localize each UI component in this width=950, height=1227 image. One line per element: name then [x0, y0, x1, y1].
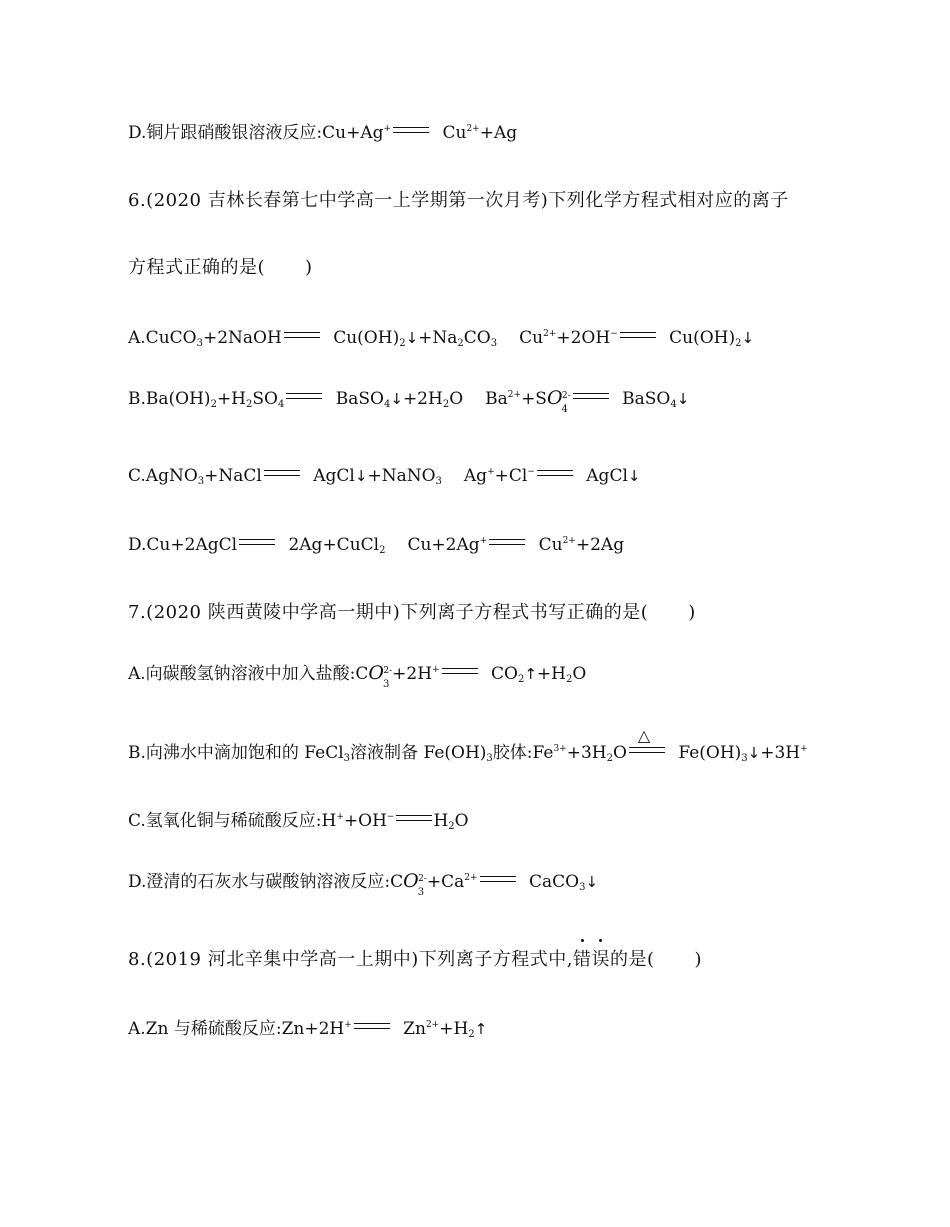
t: SO [252, 389, 278, 409]
heat-equals-sign [629, 726, 665, 753]
t: AgCl [580, 466, 628, 486]
t: CO [485, 664, 518, 684]
t: +2H [402, 389, 443, 409]
q7-stem-text: 7.(2020 陕西黄陵中学高一期中)下列离子方程式书写正确的是( [128, 602, 649, 623]
t: Zn [397, 1019, 426, 1039]
down-arrow-icon: ↓ [747, 744, 761, 762]
ion-sub: 3 [417, 887, 425, 898]
t: +3H [566, 743, 607, 763]
sub: 2 [457, 338, 464, 349]
t: Ag [463, 466, 488, 486]
t: AgCl [307, 466, 355, 486]
down-arrow-icon: ↓ [676, 390, 690, 408]
carbonate-ion [403, 869, 427, 897]
q8-option-a [128, 1017, 910, 1041]
t: 溶液制备 Fe(OH) [350, 743, 487, 763]
t: +3H [760, 743, 801, 763]
equals-sign [239, 539, 275, 545]
equals-sign [489, 539, 525, 545]
down-arrow-icon: ↓ [354, 467, 368, 485]
t: +H [536, 664, 566, 684]
q7-option-a [128, 661, 910, 689]
q7-option-b [128, 726, 910, 765]
sup: + [487, 467, 495, 477]
sub: 3 [197, 476, 205, 487]
sub: 2 [379, 545, 386, 556]
down-arrow-icon: ↓ [405, 329, 419, 347]
t: D.Cu+2AgCl [128, 535, 238, 555]
q6-option-a [128, 326, 910, 350]
sub: 2 [246, 399, 253, 410]
down-arrow-icon: ↓ [585, 873, 599, 891]
sup: 2+ [466, 124, 480, 134]
sub: 4 [277, 399, 285, 410]
heating-triangle-icon: △ [637, 726, 651, 745]
q6-option-c [128, 464, 910, 488]
up-arrow-icon: ↑ [524, 665, 537, 683]
t: C.AgNO [128, 466, 198, 486]
sub: 3 [579, 882, 586, 893]
sub: 3 [486, 753, 493, 764]
ion-letter: O [546, 387, 563, 409]
q5d-text: D.铜片跟硝酸银溶液反应:Cu+Ag [128, 123, 384, 143]
t: 2Ag+CuCl [283, 535, 380, 555]
equals-sign [264, 470, 300, 476]
t: +OH [343, 811, 387, 831]
q6-stem-line2 [128, 256, 910, 280]
t: O [454, 811, 469, 831]
t: +2Ag [575, 535, 625, 555]
q6-stem-text: 方程式正确的是( [128, 257, 266, 278]
ion-sub: 4 [561, 404, 568, 415]
sub: 3 [741, 753, 748, 764]
sup: 2+ [543, 329, 557, 339]
q8-stem [128, 948, 910, 972]
q6-option-b [128, 386, 910, 414]
down-arrow-icon: ↓ [741, 329, 755, 347]
t: +NaCl [204, 466, 262, 486]
sub: 2 [210, 399, 217, 410]
t: +Na [418, 328, 458, 348]
sub: 4 [383, 399, 391, 410]
t: D.澄清的石灰水与碳酸钠溶液反应:C [128, 872, 404, 892]
ion-letter: O [403, 870, 419, 892]
sub: 2 [468, 1029, 475, 1040]
t: A.CuCO [128, 328, 197, 348]
sub: 2 [442, 399, 450, 410]
t: +S [521, 389, 547, 409]
t: +2NaOH [202, 328, 282, 348]
sup: − [610, 329, 618, 339]
down-arrow-icon: ↓ [627, 467, 641, 485]
q8-stem-text2: 的是( [609, 949, 655, 970]
q7-stem [128, 601, 910, 625]
q6-stem-close: ) [305, 257, 313, 278]
t: +2OH [556, 328, 611, 348]
sub: 4 [670, 399, 677, 410]
t: Ba [485, 389, 508, 409]
ion-letter: O [368, 662, 384, 684]
sub: 3 [343, 753, 351, 764]
sup: + [344, 1020, 352, 1030]
emphasis-char: 错 [572, 949, 592, 970]
sub: 3 [196, 338, 203, 349]
q7-option-d [128, 869, 910, 897]
t: C.氢氧化铜与稀硫酸反应:H [128, 811, 337, 831]
equals-sign [573, 393, 609, 399]
t: +2H [392, 664, 433, 684]
sub: 2 [448, 821, 455, 832]
t: A.向碳酸氢钠溶液中加入盐酸:C [128, 664, 369, 684]
t: B.向沸水中滴加饱和的 FeCl [128, 743, 344, 763]
t: Cu [519, 328, 544, 348]
sup: 3+ [553, 744, 567, 754]
t: Cu(OH) [663, 328, 736, 348]
t: CO [463, 328, 491, 348]
carbonate-ion [368, 661, 392, 689]
t: +H [439, 1019, 469, 1039]
ion-sup: 2- [561, 391, 571, 401]
emphasis-char: 误 [591, 949, 610, 970]
t: Fe(OH) [672, 743, 742, 763]
sub: 3 [490, 338, 498, 349]
t: BaSO [330, 389, 384, 409]
sup: 2+ [425, 1020, 440, 1030]
sub: 2 [565, 674, 573, 685]
q5d-tail: +Ag [479, 123, 518, 143]
t: B.Ba(OH) [128, 389, 211, 409]
q7-stem-close: ) [688, 602, 696, 623]
equals-sign [284, 332, 320, 338]
equals-sign [442, 668, 478, 674]
q8-stem-close: ) [694, 949, 703, 970]
t: +Cl [494, 466, 528, 486]
ion-sup: 2- [383, 666, 393, 676]
ion-sub: 3 [383, 679, 390, 690]
t: O [612, 743, 627, 763]
sup: + [800, 744, 808, 754]
t: +H [216, 389, 247, 409]
sub: 2 [735, 338, 742, 349]
q5-option-d [128, 121, 910, 145]
sup: + [479, 536, 488, 546]
t: H [433, 811, 449, 831]
sup: 2+ [507, 390, 522, 400]
q6-option-d [128, 533, 910, 557]
sup: + [383, 124, 392, 134]
t: 胶体:Fe [492, 743, 554, 763]
equals-sign [396, 815, 432, 821]
equals-sign [537, 470, 573, 476]
equals-sign [286, 393, 322, 399]
q8-stem-text: 8.(2019 河北辛集中学高一上期中)下列离子方程式中, [128, 949, 573, 970]
equals-sign [393, 127, 429, 133]
sup: − [527, 467, 535, 477]
sup: + [336, 812, 344, 822]
sub: 3 [435, 476, 442, 487]
sup: − [386, 812, 395, 822]
t: +Ca [426, 872, 465, 892]
sup: 2+ [562, 536, 576, 546]
t: O [572, 664, 587, 684]
t: CaCO [523, 872, 580, 892]
t: BaSO [616, 389, 671, 409]
t: Cu+2Ag [407, 535, 480, 555]
equals-sign [354, 1023, 390, 1029]
q7-option-c [128, 809, 910, 833]
sub: 2 [517, 674, 525, 685]
q5d-product: Cu [437, 123, 467, 143]
q6-stem-line1: 6.(2020 吉林长春第七中学高一上学期第一次月考)下列化学方程式相对应的离子 [128, 190, 789, 211]
t: O [449, 389, 464, 409]
up-arrow-icon: ↑ [474, 1020, 488, 1038]
equals-sign [620, 332, 656, 338]
sulfate-ion [547, 386, 571, 414]
sup: 2+ [464, 873, 478, 883]
sub: 2 [399, 338, 406, 349]
ion-sup: 2- [418, 874, 427, 884]
sup: + [432, 665, 440, 675]
t: Cu(OH) [327, 328, 400, 348]
t: A.Zn 与稀硫酸反应:Zn+2H [128, 1019, 345, 1039]
t: Cu [533, 535, 563, 555]
equals-sign [480, 876, 516, 882]
sub: 2 [606, 753, 613, 764]
down-arrow-icon: ↓ [390, 390, 403, 408]
t: +NaNO [367, 466, 436, 486]
